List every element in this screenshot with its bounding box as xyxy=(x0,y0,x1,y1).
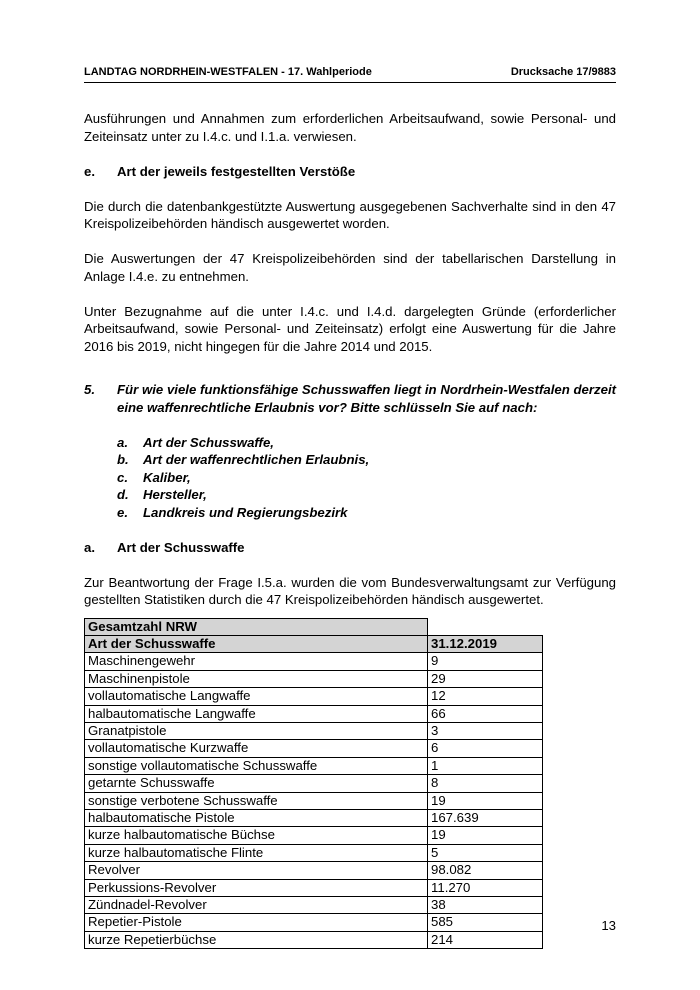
table-row xyxy=(85,740,543,757)
sublist-text: Art der waffenrechtlichen Erlaubnis, xyxy=(143,452,370,467)
weapon-type-cell: halbautomatische Langwaffe xyxy=(85,705,428,722)
count-cell: 5 xyxy=(428,844,543,861)
table-row xyxy=(85,653,543,670)
header-doc-number: Drucksache 17/9883 xyxy=(510,66,616,78)
count-cell: 12 xyxy=(428,688,543,705)
table-row xyxy=(85,931,543,948)
table-blank-cell xyxy=(428,618,543,635)
table-row xyxy=(85,688,543,705)
weapon-type-cell: Zündnadel-Revolver xyxy=(85,897,428,914)
sublist-letter: c. xyxy=(117,469,128,485)
question-sublist-item xyxy=(117,451,616,469)
weapon-type-cell: Perkussions-Revolver xyxy=(85,879,428,896)
sublist-text: Hersteller, xyxy=(143,487,207,502)
weapon-type-cell: halbautomatische Pistole xyxy=(85,809,428,826)
table-row xyxy=(85,827,543,844)
weapon-type-cell: sonstige verbotene Schusswaffe xyxy=(85,792,428,809)
page-content xyxy=(84,110,616,949)
table-row xyxy=(85,844,543,861)
weapon-type-cell: Granatpistole xyxy=(85,722,428,739)
count-cell: 19 xyxy=(428,792,543,809)
table-row xyxy=(85,722,543,739)
sublist-letter: b. xyxy=(117,452,129,467)
count-cell: 3 xyxy=(428,722,543,739)
question-sublist-item xyxy=(117,504,616,522)
table-row xyxy=(85,862,543,879)
paragraph: Die durch die datenbankgestützte Auswertung ausgegebenen Sachverhalte sind in den 47 Kreispolizeibehörden händisch ausgewertet worden. xyxy=(84,198,616,231)
table-row xyxy=(85,914,543,931)
table-title-row xyxy=(85,618,543,635)
weapon-type-cell: Repetier-Pistole xyxy=(85,914,428,931)
table-row xyxy=(85,670,543,687)
table-row xyxy=(85,809,543,826)
weapon-type-cell: Maschinengewehr xyxy=(85,653,428,670)
section-title: Art der Schusswaffe xyxy=(117,539,245,555)
column-header: Art der Schusswaffe xyxy=(85,635,428,652)
page-header xyxy=(84,66,616,83)
paragraph: Zur Beantwortung der Frage I.5.a. wurden die vom Bundesverwaltungsamt zur Verfügung gestellten Statistiken durch die 47 Kreispolizeibehörden händisch ausgewertet. xyxy=(84,574,616,607)
weapon-type-cell: kurze Repetierbüchse xyxy=(85,931,428,948)
question-number: 5. xyxy=(84,382,95,397)
table-row xyxy=(85,897,543,914)
weapon-type-cell: kurze halbautomatische Flinte xyxy=(85,844,428,861)
sublist-text: Landkreis und Regierungsbezirk xyxy=(143,504,348,520)
paragraph: Unter Bezugnahme auf die unter I.4.c. und I.4.d. dargelegten Gründe (erforderlicher Arbeitsaufwand, sowie Personal- und Zeiteinsatz) erfolgt eine Auswertung für die Jahre 2016 bis 2019, nicht hingegen für die Jahre 2014 und 2015. xyxy=(84,303,616,354)
table-header-row xyxy=(85,635,543,652)
table-row xyxy=(85,757,543,774)
sublist-letter: e. xyxy=(117,504,128,520)
header-title: LANDTAG NORDRHEIN-WESTFALEN - 17. Wahlperiode xyxy=(84,66,372,78)
weapon-type-cell: sonstige vollautomatische Schusswaffe xyxy=(85,757,428,774)
count-cell: 19 xyxy=(428,827,543,844)
weapon-type-cell: Maschinenpistole xyxy=(85,670,428,687)
count-cell: 29 xyxy=(428,670,543,687)
count-cell: 98.082 xyxy=(428,862,543,879)
sublist-letter: d. xyxy=(117,487,129,502)
sublist-letter: a. xyxy=(117,434,128,450)
section-heading-e xyxy=(84,163,616,181)
question-sublist xyxy=(117,434,616,522)
column-header: 31.12.2019 xyxy=(428,635,543,652)
sublist-text: Art der Schusswaffe, xyxy=(143,434,274,450)
count-cell: 6 xyxy=(428,740,543,757)
table-title: Gesamtzahl NRW xyxy=(85,618,428,635)
count-cell: 8 xyxy=(428,775,543,792)
count-cell: 167.639 xyxy=(428,809,543,826)
count-cell: 1 xyxy=(428,757,543,774)
paragraph: Ausführungen und Annahmen zum erforderlichen Arbeitsaufwand, sowie Personal- und Zeiteinsatz unter zu I.4.c. und I.1.a. verwiesen. xyxy=(84,111,616,144)
weapon-type-cell: kurze halbautomatische Büchse xyxy=(85,827,428,844)
table-row xyxy=(85,879,543,896)
weapon-type-cell: vollautomatische Kurzwaffe xyxy=(85,740,428,757)
table-row xyxy=(85,792,543,809)
section-heading-a xyxy=(84,539,616,557)
count-cell: 585 xyxy=(428,914,543,931)
section-number: e. xyxy=(84,163,95,179)
weapon-type-cell: Revolver xyxy=(85,862,428,879)
page-number: 13 xyxy=(601,918,616,933)
table-row xyxy=(85,775,543,792)
weapon-type-cell: vollautomatische Langwaffe xyxy=(85,688,428,705)
count-cell: 214 xyxy=(428,931,543,948)
weapons-table xyxy=(84,618,543,950)
count-cell: 66 xyxy=(428,705,543,722)
count-cell: 9 xyxy=(428,653,543,670)
question-sublist-item xyxy=(117,486,616,504)
question-sublist-item xyxy=(117,469,616,487)
question-text: Für wie viele funktionsfähige Schusswaffen liegt in Nordrhein-Westfalen derzeit eine waffenrechtliche Erlaubnis vor? Bitte schlüsseln Sie auf nach: xyxy=(117,382,616,415)
paragraph: Die Auswertungen der 47 Kreispolizeibehörden sind der tabellarischen Darstellung in Anlage I.4.e. zu entnehmen. xyxy=(84,251,616,284)
question-5 xyxy=(84,381,616,416)
section-title: Art der jeweils festgestellten Verstöße xyxy=(117,163,356,179)
sublist-text: Kaliber, xyxy=(143,469,191,485)
count-cell: 11.270 xyxy=(428,879,543,896)
weapon-type-cell: getarnte Schusswaffe xyxy=(85,775,428,792)
question-sublist-item xyxy=(117,434,616,452)
table-row xyxy=(85,705,543,722)
section-number: a. xyxy=(84,539,95,555)
count-cell: 38 xyxy=(428,897,543,914)
